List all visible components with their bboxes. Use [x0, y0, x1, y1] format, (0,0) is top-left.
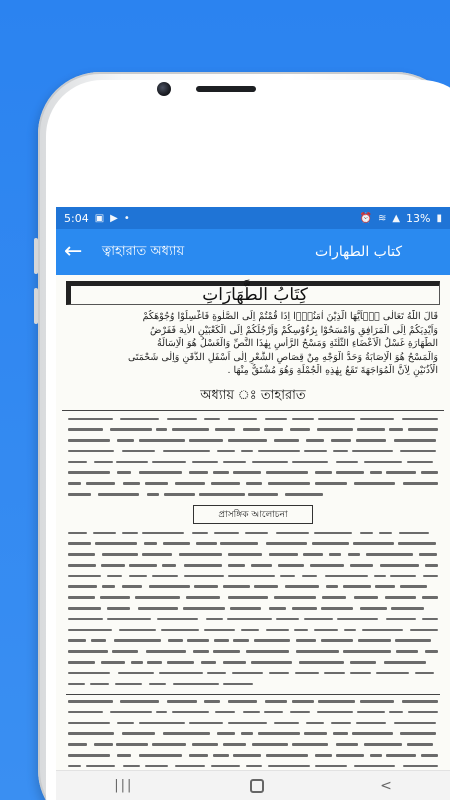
- back-nav-icon[interactable]: <: [380, 777, 392, 794]
- book-page-scan: [56, 275, 450, 800]
- app-toolbar: [56, 229, 450, 275]
- text-line: [68, 669, 438, 678]
- chapter-header-arabic: كِتَابُ الطَّهَارَاتِ: [202, 285, 308, 305]
- text-line: [68, 447, 438, 456]
- text-line: [68, 615, 438, 624]
- battery-icon: ▮: [436, 212, 442, 224]
- text-line: [68, 490, 438, 499]
- translation-paragraph: [62, 415, 444, 499]
- text-line: [68, 539, 438, 548]
- text-line: [68, 604, 438, 613]
- text-line: [68, 626, 438, 635]
- text-line: [68, 468, 438, 477]
- android-nav-bar: [56, 770, 450, 800]
- text-line: [68, 708, 438, 717]
- phone-side-button: [34, 288, 38, 324]
- page-divider: [66, 694, 440, 695]
- footnote-paragraph: [62, 697, 444, 781]
- back-arrow-icon[interactable]: ←: [64, 239, 83, 264]
- text-line: [68, 561, 438, 570]
- app-screen: [56, 207, 450, 800]
- image-notification-icon: ▣: [94, 212, 105, 224]
- text-line: [68, 740, 438, 749]
- text-line: [68, 751, 438, 760]
- text-line: [68, 719, 438, 728]
- arabic-line: الْاُذُنَيْنِ لِاَنَّ الْمُوَاجَهَةَ تَقَعُ بِهٰذِهِ الْجُمْلَةِ وَهُوَ مُشْتَقٌّ مِنْهَا .: [227, 365, 438, 376]
- text-line: [68, 647, 438, 656]
- text-line: [68, 636, 438, 645]
- text-line: [68, 572, 438, 581]
- wifi-icon: ≋: [377, 212, 387, 224]
- home-icon[interactable]: [250, 779, 264, 793]
- text-line: [68, 479, 438, 488]
- sub-heading-box: প্রাসঙ্গিক আলোচনা: [193, 505, 313, 524]
- text-line: [68, 436, 438, 445]
- text-line: [68, 593, 438, 602]
- toolbar-title-arabic: كتاب الطهارات: [315, 244, 402, 260]
- text-line: [68, 415, 438, 424]
- recents-icon[interactable]: |||: [114, 778, 134, 793]
- toolbar-title-bengali: ত্বাহারাত অধ্যায়: [102, 243, 185, 259]
- arabic-line: وَالْمَسْحُ هُوَ الْاِصَابَةُ وَحَدُّ الْوَجْهِ مِنْ قِصَاصِ الشَّعْرِ اِلٰى اَسْفَلِ الذَّقَنِ وَاِلٰى شَحْمَتَى: [127, 351, 438, 363]
- signal-icon: ▲: [392, 212, 401, 224]
- arabic-line: وَاَيْدِيَكُمْ اِلَى الْمَرَافِقِ وَامْسَحُوْا بِرُءُوْسِكُمْ وَاَرْجُلَكُمْ اِلَى الْكَعْبَيْنِ الاٰية فَفَرْضُ: [149, 324, 438, 336]
- phone-side-button: [34, 238, 38, 274]
- text-line: [68, 458, 438, 467]
- text-line: [68, 658, 438, 667]
- text-line: [68, 680, 438, 689]
- text-line: [68, 529, 438, 538]
- arabic-line: الطَّهَارَةِ غَسْلُ الْاَعْضَاءِ الثَّلٰثَةِ وَمَسْحُ الرَّأْسِ بِهٰذَا النَّصِّ وَالْغَسْلُ هُوَ الْاِسَالَةُ: [156, 338, 438, 349]
- earpiece-speaker: [196, 86, 256, 92]
- more-notifications-icon: •: [123, 212, 130, 224]
- alarm-icon: ⏰: [359, 212, 372, 224]
- text-line: [68, 550, 438, 559]
- battery-level: 13%: [406, 211, 431, 225]
- text-line: [68, 425, 438, 434]
- chapter-title-bengali: অধ্যায় ঃ তাহারাত: [62, 386, 444, 411]
- chapter-header-box: [66, 281, 440, 305]
- status-time: 5:04: [64, 211, 89, 225]
- text-line: [68, 697, 438, 706]
- video-notification-icon: ▶: [110, 212, 118, 224]
- front-camera-icon: [157, 82, 171, 96]
- arabic-text-block: [62, 305, 444, 378]
- discussion-paragraph: [62, 529, 444, 689]
- status-bar: [56, 207, 450, 229]
- arabic-line: قَالَ اللّٰهُ تَعَالٰى يٰۤاَيُّهَا الَّذِيْنَ اٰمَنُوْۤا اِذَا قُمْتُمْ اِلَى الصَّلٰوةِ فَاغْسِلُوْا وُجُوْهَكُمْ: [142, 311, 438, 322]
- text-line: [68, 729, 438, 738]
- text-line: [68, 582, 438, 591]
